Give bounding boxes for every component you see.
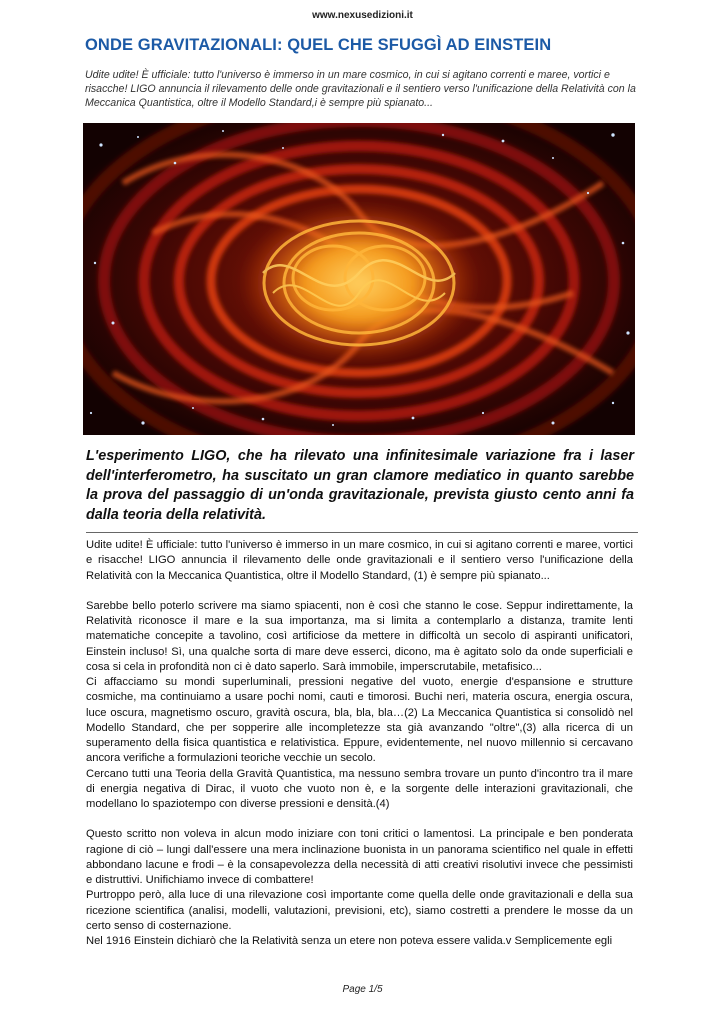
lead-paragraph: L'esperimento LIGO, che ha rilevato una infinitesimale variazione fra i laser dell'interferometro, ha suscitato un gran clamore mediatico in quanto sarebbe la prova del passaggio di un'onda gravitazionale, prevista giusto cento anni fa dalla teoria della relatività. xyxy=(86,448,634,523)
gravitational-wave-artwork xyxy=(83,123,635,435)
body-paragraph: Sarebbe bello poterlo scrivere ma siamo spiacenti, non è così che stanno le cose. Seppur indirettamente, la Relatività riconosce il mare e la sua importanza, ma si limita a contemplarlo a distanza, tramite lenti matematiche concepite a tavolino, così artificiose da mettere in difficoltà un secolo di aspiranti unificatori, Einstein incluso! Sì, una qualche sorta di mare deve esserci, dicono, ma è agitato solo da onde superficiali e cosa si cela in profondità non ci è dato saperlo. Sarà immobile, imperscrutabile, metafisico... xyxy=(86,599,633,673)
body-paragraph: Cercano tutti una Teoria della Gravità Quantistica, ma nessuno sembra trovare un punto d'incontro tra il mare di energia negativa di Dirac, il vuoto che vuoto non è, e la sorgente delle interazioni gravitazionali, che modellano lo spaziotempo con diverse pressioni e densità.(4) xyxy=(86,767,633,810)
core-glow xyxy=(239,203,479,363)
intro-summary: Udite udite! È ufficiale: tutto l'universo è immerso in un mare cosmico, in cui si agitano correnti e maree, vortici e risacche! LIGO annuncia il rilevamento delle onde gravitazionali e il sentiero verso l'unificazione della Relatività con la Meccanica Quantistica, oltre il Modello Standard,i è sempre più spianato... xyxy=(85,69,636,109)
body-paragraph: Nel 1916 Einstein dichiarò che la Relatività senza un etere non poteva essere valida.v Semplicemente egli xyxy=(86,935,613,947)
body-paragraph: Questo scritto non voleva in alcun modo iniziare con toni critici o lamentosi. La principale e ben ponderata ragione di ciò – lungi dall'essere una mera inclinazione buonista in un panorama scientifico nel quale in effetti abbondano lacune e frodi – è la consapevolezza della necessità di atti creativi risolutivi invece che pessimisti e distruttivi. Unifichiamo invece di combattere! xyxy=(86,828,633,886)
body-paragraph: Udite udite! È ufficiale: tutto l'universo è immerso in un mare cosmico, in cui si agitano correnti e maree, vortici e risacche! LIGO annuncia il rilevamento delle onde gravitazionali e il sentiero verso l'unificazione della Relatività con la Meccanica Quantistica, oltre il Modello Standard, (1) è sempre più spianato... xyxy=(86,539,633,582)
body-paragraph: Purtroppo però, alla luce di una rilevazione così importante come quella delle onde gravitazionali e della sua ricezione scientifica (analisi, modelli, valutazioni, previsioni, etc), siamo costretti a prendere le mosse da un certo senso di costernazione. xyxy=(86,889,633,932)
page-number: Page 1/5 xyxy=(342,984,383,995)
section-divider xyxy=(86,532,638,533)
site-url[interactable]: www.nexusedizioni.it xyxy=(312,10,413,21)
page-title: ONDE GRAVITAZIONALI: QUEL CHE SFUGGÌ AD EINSTEIN xyxy=(85,36,552,54)
article-body xyxy=(86,538,633,949)
body-paragraph: Ci affacciamo su mondi superluminali, pressioni negative del vuoto, energie d'espansione e strutture cosmiche, ma continuiamo a usare pochi nomi, cauti e timorosi. Buchi neri, materia oscura, energia oscura, luce oscura, magnetismo oscuro, gravità oscura, bla, bla, bla…(2) La Meccanica Quantistica si consolidò nel Modello Standard, che per sopperire alle incompletezze sta già avanzando "oltre",(3) alla ricerca di un superamento della fisica quantistica e relativistica. Eppure, evidentemente, nel nuovo millennio si cercavano ancora verifiche a formulazioni teoriche vecchie un secolo. xyxy=(86,676,633,765)
hero-image xyxy=(83,123,635,435)
